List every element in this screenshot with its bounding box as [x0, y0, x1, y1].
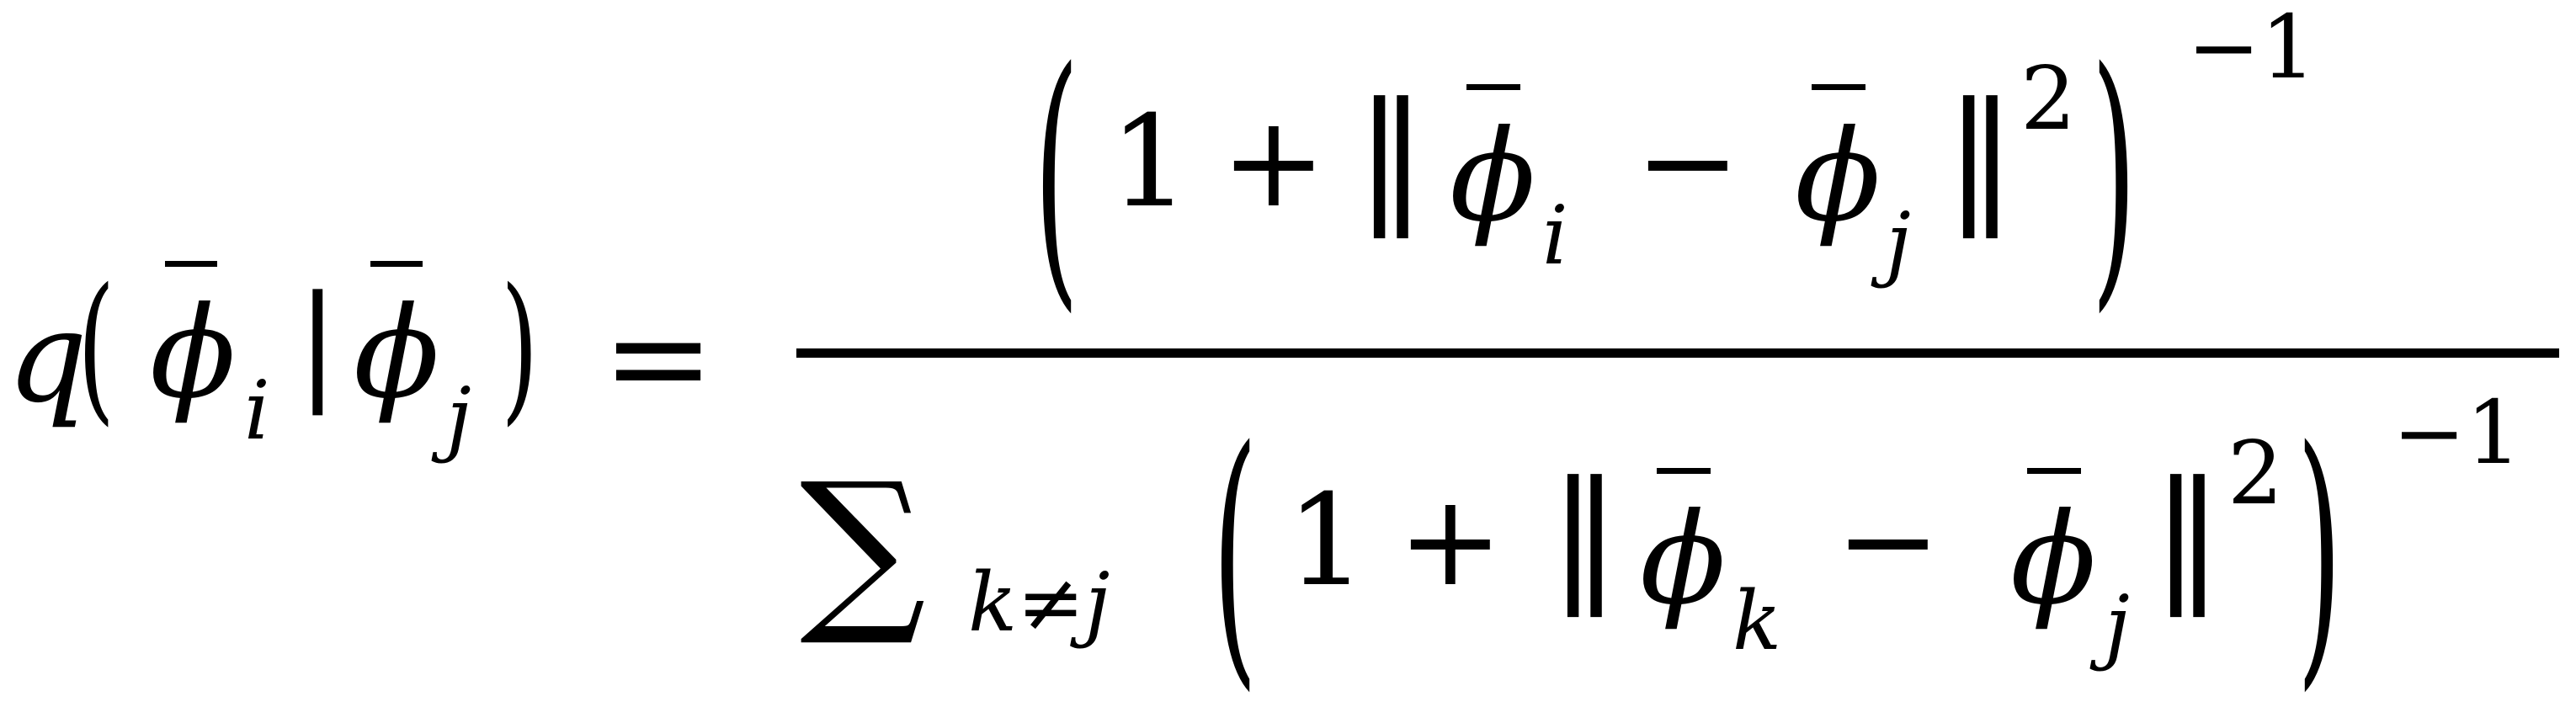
lhs-sub-j: j	[446, 370, 471, 465]
den-sum-symbol: ∑	[800, 444, 926, 651]
num-norm-open: ‖	[1355, 72, 1427, 239]
den-sub-j: j	[2105, 578, 2130, 672]
lhs-phi-j: ϕ	[354, 280, 440, 427]
den-square: 2	[2227, 422, 2284, 524]
den-sum-subscript: k≠j	[968, 556, 1110, 650]
num-open-paren: (	[1034, 13, 1080, 336]
den-norm-open: ‖	[1549, 451, 1621, 618]
den-minus: −	[1835, 468, 1941, 614]
num-norm-close: ‖	[1945, 72, 2016, 239]
den-phi-j-bar	[2027, 468, 2081, 474]
lhs-condition-bar: |	[296, 269, 339, 416]
num-exponent: −1	[2187, 0, 2317, 98]
fraction-line	[796, 348, 2559, 358]
num-phi-j-bar	[1812, 84, 1865, 90]
num-close-paren: )	[2091, 13, 2137, 336]
lhs-phi-i: ϕ	[150, 280, 237, 427]
den-exponent: −1	[2392, 381, 2522, 484]
den-phi-j: ϕ	[2010, 486, 2097, 633]
den-sub-k: k	[1732, 574, 1782, 668]
num-sub-i: i	[1542, 189, 1568, 283]
num-phi-i: ϕ	[1450, 104, 1536, 250]
lhs-phi-j-bar	[370, 261, 423, 267]
num-minus: −	[1635, 89, 1741, 236]
den-phi-k-bar	[1657, 468, 1711, 474]
num-phi-i-bar	[1466, 84, 1520, 90]
den-one: 1	[1286, 468, 1367, 614]
den-close-paren: )	[2297, 391, 2343, 707]
lhs-close-paren: )	[501, 254, 539, 440]
den-plus: +	[1397, 468, 1504, 614]
num-plus: +	[1221, 89, 1327, 236]
lhs-phi-i-bar	[165, 261, 217, 267]
lhs-open-paren: (	[77, 254, 115, 440]
den-open-paren: (	[1212, 391, 1259, 707]
equals-sign: =	[602, 279, 716, 436]
lhs-sub-i: i	[244, 364, 270, 458]
num-sub-j: j	[1886, 195, 1911, 290]
num-square: 2	[2020, 47, 2077, 150]
num-one: 1	[1110, 89, 1190, 236]
den-phi-k: ϕ	[1640, 486, 1727, 633]
den-norm-close: ‖	[2152, 451, 2223, 618]
num-phi-j: ϕ	[1795, 104, 1881, 250]
lhs-func-q: q	[7, 284, 88, 431]
